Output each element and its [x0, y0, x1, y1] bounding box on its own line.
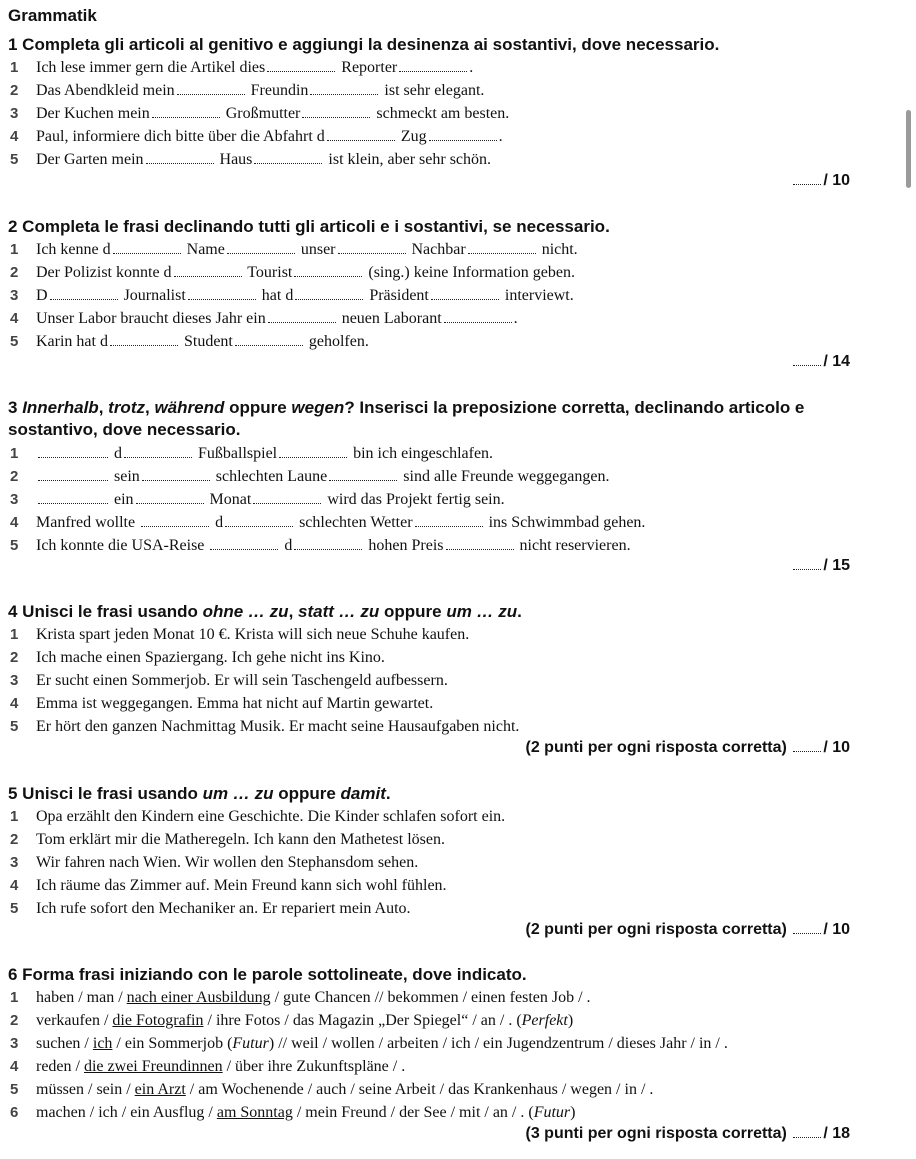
item-text: neuen Laborant: [341, 310, 442, 327]
item-number: 3: [10, 105, 19, 122]
item-text: D: [36, 287, 48, 304]
item-text: d: [114, 445, 122, 462]
item-text: schlechten Laune: [215, 468, 328, 485]
item-text: d: [215, 514, 224, 531]
item-text: ist sehr elegant.: [384, 82, 485, 99]
item-text: nicht reservieren.: [519, 537, 631, 554]
section-4-score: [526, 739, 851, 757]
answer-gap[interactable]: [177, 81, 245, 95]
score-value: / 15: [823, 557, 850, 574]
item-text: Ich konnte die USA-Reise: [36, 537, 205, 554]
item-text: Der Kuchen mein: [36, 105, 150, 122]
item-text: Der Garten mein: [36, 151, 144, 168]
item-text: Karin hat d: [36, 333, 108, 350]
answer-gap[interactable]: [468, 240, 536, 254]
section-4-item-1: [10, 624, 469, 646]
item-text: ): [570, 1104, 576, 1121]
item-text: Unser Labor braucht dieses Jahr ein: [36, 310, 266, 327]
heading-text: .: [385, 784, 391, 803]
answer-gap[interactable]: [429, 127, 497, 141]
item-number: 5: [10, 718, 19, 735]
underlined-word: ein Arzt: [134, 1081, 186, 1098]
underlined-word: ich: [92, 1035, 113, 1052]
answer-gap[interactable]: [38, 467, 108, 481]
section-2-item-2: [10, 262, 575, 284]
heading-text: statt … zu: [298, 602, 380, 621]
item-number: 3: [10, 854, 19, 871]
section-1-score: [791, 172, 850, 190]
item-text: Wir fahren nach Wien. Wir wollen den Stephansdom sehen.: [36, 854, 419, 871]
item-text: Journalist: [123, 287, 186, 304]
item-number: 2: [10, 82, 19, 99]
item-number: 4: [10, 877, 19, 894]
item-text: Name: [186, 241, 225, 258]
item-text: machen / ich / ein Ausflug /: [36, 1104, 217, 1121]
item-text: Ich lese immer gern die Artikel dies: [36, 59, 266, 76]
answer-gap[interactable]: [338, 240, 406, 254]
item-text: Präsident: [369, 287, 429, 304]
answer-gap[interactable]: [38, 490, 108, 504]
item-text: schlechten Wetter: [299, 514, 413, 531]
section-3-item-5: [10, 535, 631, 557]
heading-text: oppure: [379, 602, 447, 621]
item-number: 2: [10, 264, 19, 281]
heading-text: 5 Unisci le frasi usando: [8, 784, 203, 803]
item-text: sind alle Freunde weggegangen.: [403, 468, 610, 485]
score-gap[interactable]: [793, 353, 821, 366]
answer-gap[interactable]: [152, 104, 220, 118]
section-3-item-4: [10, 512, 645, 534]
item-number: 5: [10, 151, 19, 168]
section-1-item-2: [10, 80, 484, 102]
item-number: 4: [10, 128, 19, 145]
section-5-item-1: [10, 806, 505, 828]
answer-gap[interactable]: [446, 536, 514, 550]
answer-gap[interactable]: [113, 240, 181, 254]
section-4-item-2: [10, 647, 385, 669]
heading-text: oppure: [224, 398, 292, 417]
item-text: Krista spart jeden Monat 10 €. Krista will sich neue Schuhe kaufen.: [36, 626, 470, 643]
item-text: Das Abendkleid mein: [36, 82, 175, 99]
answer-gap[interactable]: [310, 81, 378, 95]
answer-gap[interactable]: [210, 536, 278, 550]
section-6-score: [526, 1125, 851, 1143]
section-6-item-1: [10, 987, 591, 1009]
answer-gap[interactable]: [399, 58, 467, 72]
item-text: ) // weil / wollen / arbeiten / ich / ein Jugendzentrum / dieses Jahr / in / .: [268, 1035, 728, 1052]
section-1-item-3: [10, 103, 509, 125]
item-text: Ich rufe sofort den Mechaniker an. Er repariert mein Auto.: [36, 900, 411, 917]
item-text: Opa erzählt den Kindern eine Geschichte. Die Kinder schlafen sofort ein.: [36, 808, 506, 825]
item-text: Freundin: [250, 82, 309, 99]
score-gap[interactable]: [793, 921, 821, 934]
heading-text: ,: [144, 398, 155, 417]
item-number: 1: [10, 59, 19, 76]
section-5-item-4: [10, 875, 447, 897]
section-1-heading: 1 Completa gli articoli al genitivo e aggiungi la desinenza ai sostantivi, dove necessario.: [8, 35, 720, 54]
item-number: 1: [10, 241, 19, 258]
item-number: 4: [10, 1058, 19, 1075]
answer-gap[interactable]: [329, 467, 397, 481]
heading-text: wegen: [291, 398, 345, 417]
item-text: ist klein, aber sehr schön.: [328, 151, 492, 168]
item-text: haben / man /: [36, 989, 127, 1006]
score-label: (2 punti per ogni risposta corretta): [525, 921, 787, 938]
item-number: 4: [10, 695, 19, 712]
section-5-heading: [8, 783, 888, 805]
item-text: verkaufen /: [36, 1012, 113, 1029]
answer-gap[interactable]: [327, 127, 395, 141]
item-number: 5: [10, 1081, 19, 1098]
section-6-item-6: [10, 1102, 575, 1124]
item-number: 3: [10, 287, 19, 304]
answer-gap[interactable]: [50, 286, 118, 300]
item-text: reden /: [36, 1058, 84, 1075]
section-1-item-5: [10, 149, 491, 171]
tense-hint: Futur: [533, 1104, 571, 1121]
answer-gap[interactable]: [38, 444, 108, 458]
item-text: hat d: [261, 287, 294, 304]
item-text: suchen /: [36, 1035, 93, 1052]
answer-gap[interactable]: [294, 536, 362, 550]
item-text: müssen / sein /: [36, 1081, 135, 1098]
section-5-score: [526, 921, 851, 939]
score-value: / 14: [823, 353, 850, 370]
item-number: 3: [10, 672, 19, 689]
section-3-item-2: [10, 466, 609, 488]
section-2-item-4: [10, 308, 518, 330]
scrollbar-thumb[interactable]: [906, 110, 911, 188]
answer-gap[interactable]: [142, 467, 210, 481]
item-text: Monat: [209, 491, 252, 508]
answer-gap[interactable]: [294, 263, 362, 277]
underlined-word: nach einer Ausbildung: [126, 989, 271, 1006]
heading-text: ,: [98, 398, 109, 417]
item-text: ein: [114, 491, 134, 508]
heading-text: 3: [8, 398, 23, 417]
item-text: / ein Sommerjob (: [112, 1035, 233, 1052]
item-text: Der Polizist konnte d: [36, 264, 172, 281]
section-4-item-5: [10, 716, 519, 738]
item-text: Zug: [400, 128, 427, 145]
answer-gap[interactable]: [415, 513, 483, 527]
heading-text: um … zu: [202, 784, 274, 803]
section-5-item-3: [10, 852, 418, 874]
heading-text: ohne … zu: [202, 602, 289, 621]
heading-text: ? Inserisci la preposizione corretta, declinando articolo e sostantivo, dove necessario.: [8, 398, 805, 439]
item-text: Er sucht einen Sommerjob. Er will sein Taschengeld aufbessern.: [36, 672, 448, 689]
item-number: 5: [10, 537, 19, 554]
item-text: unser: [300, 241, 336, 258]
section-2-item-5: [10, 331, 369, 353]
answer-gap[interactable]: [141, 513, 209, 527]
item-number: 1: [10, 626, 19, 643]
item-text: Ich kenne d: [36, 241, 111, 258]
item-text: Nachbar: [411, 241, 466, 258]
underlined-word: die zwei Freundinnen: [83, 1058, 223, 1075]
item-text: Großmutter: [225, 105, 301, 122]
section-6-item-3: [10, 1033, 728, 1055]
section-5-item-2: [10, 829, 445, 851]
section-4-item-3: [10, 670, 448, 692]
answer-gap[interactable]: [124, 444, 192, 458]
answer-gap[interactable]: [136, 490, 204, 504]
section-4-heading: [8, 601, 888, 623]
tense-hint: Futur: [232, 1035, 269, 1052]
item-text: Student: [183, 333, 233, 350]
item-text: sein: [114, 468, 140, 485]
section-2-score: [791, 353, 850, 371]
item-number: 6: [10, 1104, 19, 1121]
section-1-item-4: [10, 126, 503, 148]
item-text: bin ich eingeschlafen.: [353, 445, 494, 462]
item-text: Reporter: [341, 59, 398, 76]
item-text: / gute Chancen // bekommen / einen festen Job / .: [270, 989, 591, 1006]
heading-text: .: [517, 602, 522, 621]
item-text: .: [498, 128, 503, 145]
item-text: / mein Freund / der See / mit / an / . (: [292, 1104, 534, 1121]
item-text: geholfen.: [308, 333, 369, 350]
answer-gap[interactable]: [188, 286, 256, 300]
item-number: 3: [10, 1035, 19, 1052]
item-text: ins Schwimmbad gehen.: [488, 514, 646, 531]
item-text: Paul, informiere dich bitte über die Abfahrt d: [36, 128, 325, 145]
score-gap[interactable]: [793, 1125, 821, 1138]
answer-gap[interactable]: [110, 332, 178, 346]
section-6-heading: 6 Forma frasi iniziando con le parole sottolineate, dove indicato.: [8, 965, 527, 984]
item-number: 2: [10, 831, 19, 848]
heading-text: Innerhalb: [22, 398, 99, 417]
score-gap[interactable]: [793, 557, 821, 570]
answer-gap[interactable]: [253, 490, 321, 504]
heading-text: oppure: [273, 784, 341, 803]
score-gap[interactable]: [793, 172, 821, 185]
item-text: ): [567, 1012, 574, 1029]
item-text: wird das Projekt fertig sein.: [327, 491, 505, 508]
item-text: / am Wochenende / auch / seine Arbeit / das Krankenhaus / wegen / in / .: [185, 1081, 654, 1098]
score-value: / 18: [823, 1125, 850, 1142]
section-1-item-1: [10, 57, 473, 79]
item-text: Manfred wollte: [36, 514, 136, 531]
section-4-item-4: [10, 693, 433, 715]
underlined-word: die Fotografin: [112, 1012, 204, 1029]
item-text: Er hört den ganzen Nachmittag Musik. Er macht seine Hausaufgaben nicht.: [36, 718, 520, 735]
section-3-heading: [8, 397, 888, 441]
item-text: Fußballspiel: [198, 445, 278, 462]
page-title: Grammatik: [8, 6, 97, 25]
item-number: 4: [10, 310, 19, 327]
item-text: .: [469, 59, 474, 76]
section-3-score: [791, 557, 850, 575]
item-text: interviewt.: [504, 287, 574, 304]
item-text: Ich mache einen Spaziergang. Ich gehe nicht ins Kino.: [36, 649, 385, 666]
item-number: 5: [10, 900, 19, 917]
item-text: (sing.) keine Information geben.: [368, 264, 575, 281]
section-3-item-1: [10, 443, 493, 465]
item-number: 2: [10, 1012, 19, 1029]
section-3-item-3: [10, 489, 505, 511]
answer-gap[interactable]: [267, 58, 335, 72]
score-label: (2 punti per ogni risposta corretta): [525, 739, 787, 756]
underlined-word: am Sonntag: [216, 1104, 293, 1121]
answer-gap[interactable]: [279, 444, 347, 458]
score-value: / 10: [823, 172, 850, 189]
item-text: Ich räume das Zimmer auf. Mein Freund kann sich wohl fühlen.: [36, 877, 447, 894]
heading-text: während: [154, 398, 225, 417]
heading-text: 4 Unisci le frasi usando: [8, 602, 203, 621]
item-text: Tom erklärt mir die Matheregeln. Ich kann den Mathetest lösen.: [36, 831, 445, 848]
section-6-item-4: [10, 1056, 405, 1078]
answer-gap[interactable]: [254, 150, 322, 164]
answer-gap[interactable]: [295, 286, 363, 300]
item-text: schmeckt am besten.: [376, 105, 510, 122]
item-number: 5: [10, 333, 19, 350]
section-6-item-5: [10, 1079, 653, 1101]
item-number: 1: [10, 808, 19, 825]
item-number: 4: [10, 514, 19, 531]
answer-gap[interactable]: [235, 332, 303, 346]
item-text: Emma ist weggegangen. Emma hat nicht auf Martin gewartet.: [36, 695, 434, 712]
score-value: / 10: [823, 921, 850, 938]
score-value: / 10: [823, 739, 850, 756]
heading-text: um … zu: [446, 602, 518, 621]
item-text: / über ihre Zukunftspläne / .: [222, 1058, 406, 1075]
score-gap[interactable]: [793, 739, 821, 752]
tense-hint: Perfekt: [521, 1012, 568, 1029]
answer-gap[interactable]: [174, 263, 242, 277]
item-text: Haus: [219, 151, 253, 168]
answer-gap[interactable]: [225, 513, 293, 527]
answer-gap[interactable]: [302, 104, 370, 118]
item-text: .: [513, 310, 518, 327]
heading-text: damit: [340, 784, 386, 803]
item-number: 1: [10, 989, 19, 1006]
answer-gap[interactable]: [444, 309, 512, 323]
item-text: Tourist: [247, 264, 293, 281]
section-2-item-3: [10, 285, 574, 307]
item-text: d: [284, 537, 293, 554]
answer-gap[interactable]: [227, 240, 295, 254]
item-number: 2: [10, 649, 19, 666]
heading-text: ,: [288, 602, 299, 621]
score-label: (3 punti per ogni risposta corretta): [525, 1125, 787, 1142]
item-text: nicht.: [541, 241, 578, 258]
item-number: 2: [10, 468, 19, 485]
item-number: 1: [10, 445, 19, 462]
item-number: 3: [10, 491, 19, 508]
section-2-heading: 2 Completa le frasi declinando tutti gli articoli e i sostantivi, se necessario.: [8, 217, 610, 236]
section-6-item-2: [10, 1010, 573, 1032]
item-text: hohen Preis: [368, 537, 444, 554]
section-5-item-5: [10, 898, 411, 920]
answer-gap[interactable]: [146, 150, 214, 164]
section-2-item-1: [10, 239, 578, 261]
heading-text: trotz: [108, 398, 145, 417]
answer-gap[interactable]: [431, 286, 499, 300]
item-text: / ihre Fotos / das Magazin „Der Spiegel“ / an / . (: [203, 1012, 522, 1029]
answer-gap[interactable]: [268, 309, 336, 323]
